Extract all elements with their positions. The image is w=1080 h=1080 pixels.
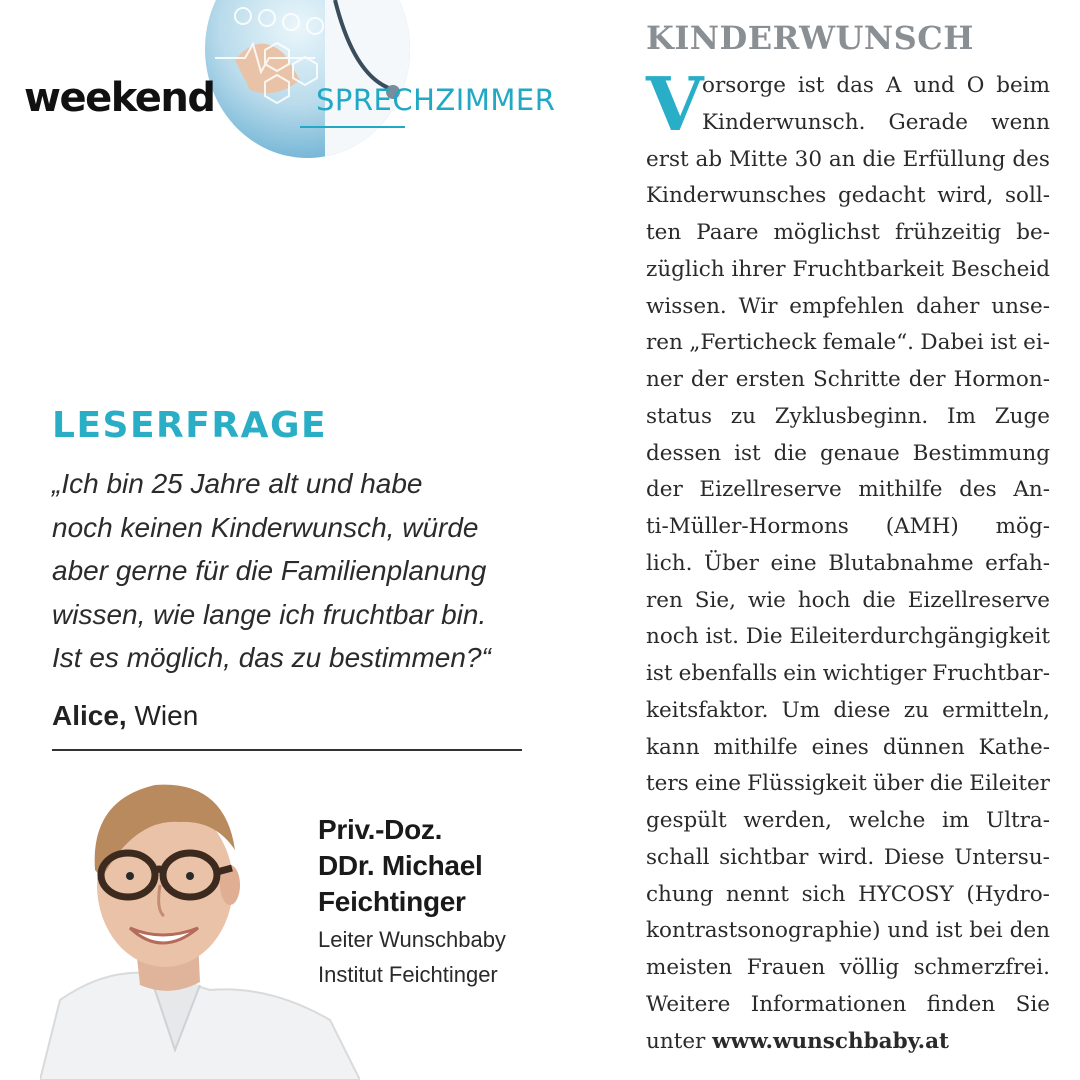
article-line: Kinderwunsches gedacht wird, soll- <box>646 183 1050 209</box>
expert-role-line: Leiter Wunschbaby <box>318 927 506 952</box>
article-line: ren „Ferticheck female“. Dabei ist ei- <box>646 330 1050 356</box>
reader-signature <box>52 700 198 732</box>
article-line: dessen ist die genaue Bestimmung <box>646 440 1050 466</box>
article-last-prefix: unter <box>646 1028 713 1054</box>
article-line: meisten Frauen völlig schmerzfrei. <box>646 955 1050 980</box>
article-line: gespült werden, welche im Ultra- <box>646 808 1050 833</box>
question-line: wissen, wie lange ich fruchtbar bin. <box>52 598 487 630</box>
article-line: ters eine Flüssigkeit über die Eileiter <box>646 771 1050 797</box>
article-line: Weitere Informationen finden Sie <box>646 991 1050 1017</box>
doctor-illustration <box>205 0 410 158</box>
website-link[interactable]: www.wunschbaby.at <box>712 1028 949 1054</box>
expert-name-line: Feichtinger <box>318 886 466 917</box>
article-line: ti-Müller-Hormons (AMH) mög- <box>646 514 1050 539</box>
article-line: schall sichtbar wird. Diese Untersu- <box>646 844 1050 870</box>
article-line: Kinderwunsch. Gerade wenn <box>702 109 1050 135</box>
expert-name <box>318 812 506 920</box>
article-line: wissen. Wir empfehlen daher unse- <box>646 293 1050 319</box>
question-line: „Ich bin 25 Jahre alt und habe <box>52 468 423 499</box>
expert-role-line: Institut Feichtinger <box>318 962 498 987</box>
article-line: ner der ersten Schritte der Hormon- <box>646 367 1050 392</box>
leserfrage-heading: LESERFRAGE <box>52 405 328 446</box>
question-line: noch keinen Kinderwunsch, würde <box>52 511 479 543</box>
article-title: KINDERWUNSCH <box>646 19 974 57</box>
masthead <box>0 0 620 170</box>
expert-name-line: DDr. Michael <box>318 850 483 881</box>
article-body <box>646 62 1050 1060</box>
sprechzimmer-label: SPRECHZIMMER <box>316 83 556 117</box>
doctor-portrait <box>40 760 360 1080</box>
article-line: züglich ihrer Fruchtbarkeit Bescheid <box>646 256 1050 282</box>
section-divider <box>52 749 522 751</box>
article-last-line <box>646 1024 1050 1061</box>
weekend-logo: weekend <box>24 75 215 121</box>
drop-cap: V <box>646 62 704 148</box>
question-line: aber gerne für die Familienplanung <box>52 555 487 586</box>
article-line: lich. Über eine Blutabnahme erfah- <box>646 550 1050 576</box>
question-line: Ist es möglich, das zu bestimmen?“ <box>52 642 491 673</box>
article-line: ist ebenfalls ein wichtiger Fruchtbar- <box>646 661 1050 686</box>
article-line: kann mithilfe eines dünnen Kathe- <box>646 734 1050 760</box>
expert-info <box>318 812 506 992</box>
masthead-underline <box>300 126 405 128</box>
reader-question <box>52 462 532 680</box>
article-line: status zu Zyklusbeginn. Im Zuge <box>646 403 1050 429</box>
article-line: der Eizellreserve mithilfe des An- <box>646 477 1050 503</box>
expert-name-line: Priv.-Doz. <box>318 814 443 845</box>
reader-city: Wien <box>126 700 199 731</box>
article-line: ren Sie, wie hoch die Eizellreserve <box>646 587 1050 613</box>
article-line: kontrastsonographie) und ist bei den <box>646 918 1050 944</box>
article-line: erst ab Mitte 30 an die Erfüllung des <box>646 146 1050 172</box>
article-line: noch ist. Die Eileiterdurchgängigkeit <box>646 624 1050 650</box>
article-line: orsorge ist das A und O beim <box>702 73 1050 98</box>
article-line: chung nennt sich HYCOSY (Hydro- <box>646 881 1050 907</box>
expert-role <box>318 922 506 992</box>
article-line: ten Paare möglichst frühzeitig be- <box>646 220 1050 245</box>
reader-name: Alice, <box>52 700 127 731</box>
article-line: keitsfaktor. Um diese zu ermitteln, <box>646 697 1050 723</box>
